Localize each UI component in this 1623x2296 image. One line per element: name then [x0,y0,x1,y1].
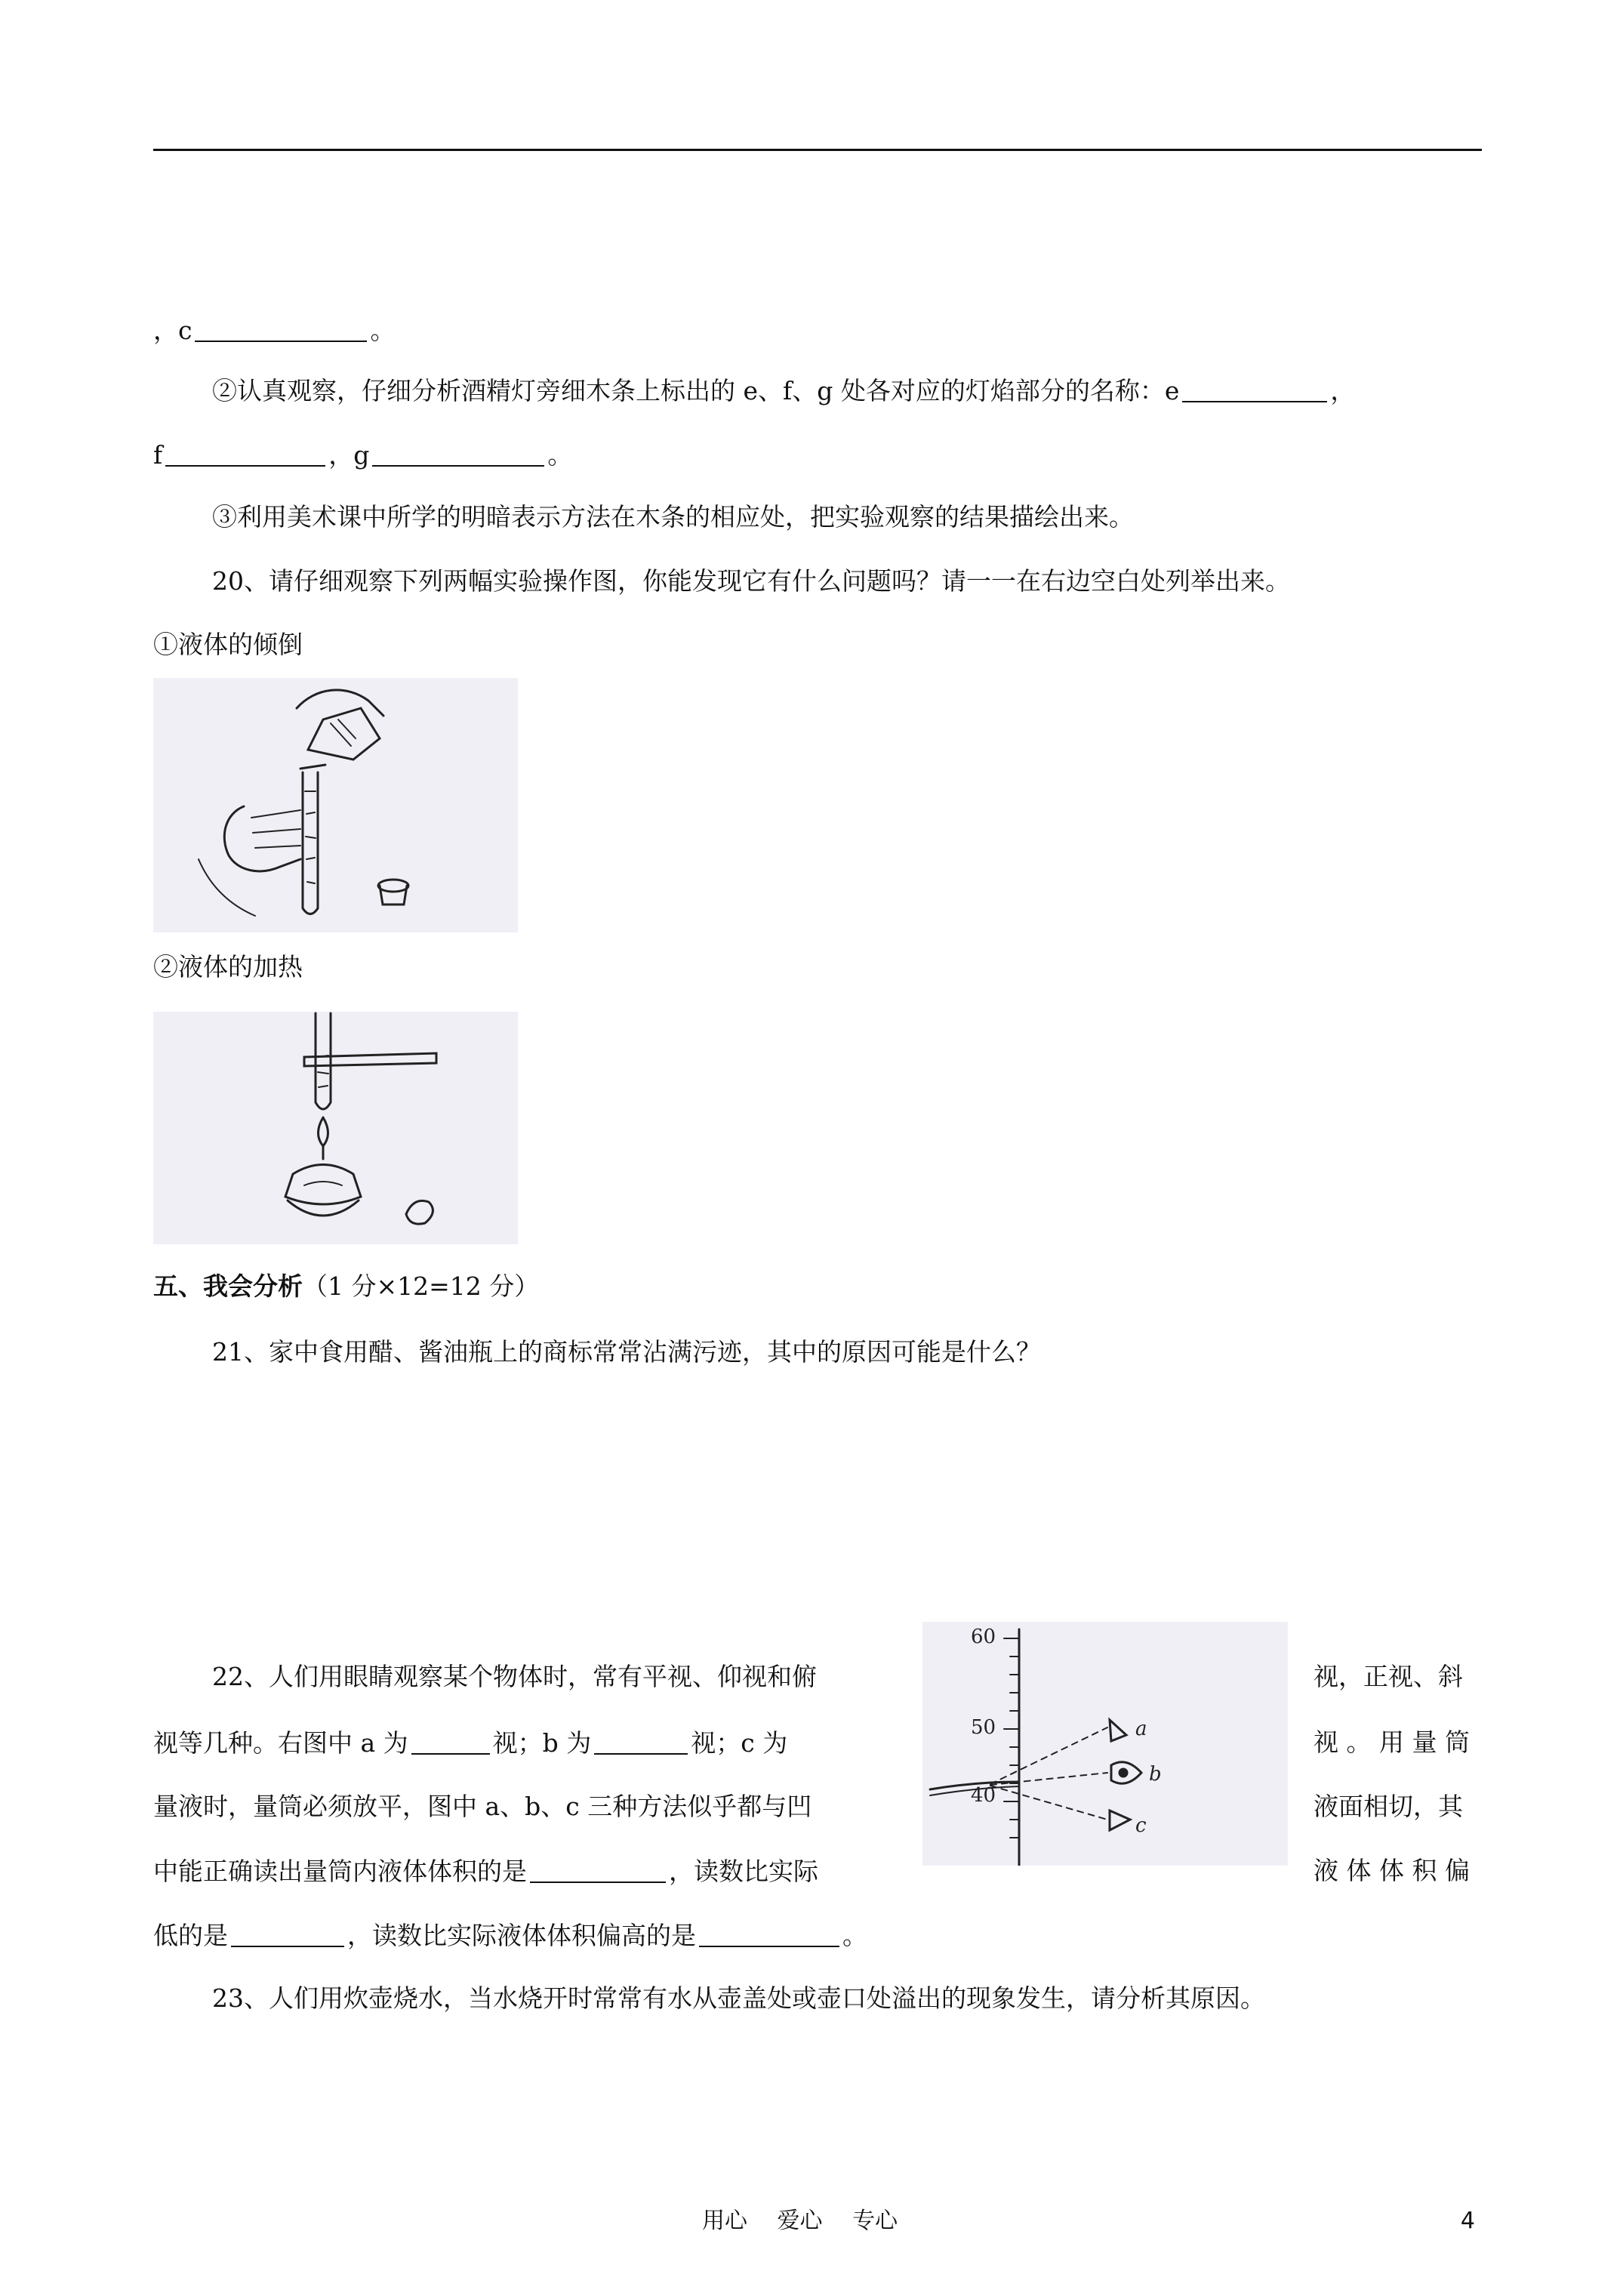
tick-label-60: 60 [971,1626,996,1648]
blank-g[interactable] [372,436,544,467]
eye-label-a: a [1135,1718,1147,1740]
blank-c[interactable] [195,312,367,342]
heating-drawing [153,1012,518,1244]
tick-label-50: 50 [971,1716,996,1739]
q19-item-2-fg: f ，g 。 [153,436,572,473]
sight-line-c [990,1786,1107,1820]
fig2-caption: ②液体的加热 [153,952,303,982]
q21-text: 21、家中食用醋、酱油瓶上的商标常常沾满污迹，其中的原因可能是什么？ [212,1337,1041,1367]
header-rule [153,149,1482,151]
hand-outline [297,690,383,716]
blank-a[interactable] [411,1724,490,1755]
liquid-heating-figure [153,1012,518,1244]
q22-line-4-right: 液 体 体 积 偏 [1313,1856,1470,1885]
test-tube-holder [304,1053,436,1066]
sight-line-a [990,1727,1107,1784]
q23-text: 23、人们用炊壶烧水，当水烧开时常常有水从壶盖处或壶口处溢出的现象发生，请分析其原因。 [212,1983,1265,2013]
q22-line-4-left: 中能正确读出量筒内液体体积的是 ，读数比实际 [153,1853,818,1890]
blank-high[interactable] [699,1917,839,1947]
blank-correct[interactable] [530,1853,666,1883]
blank-e[interactable] [1182,372,1327,402]
q22-line-2-right: 视 。 用 量 筒 [1313,1727,1470,1757]
q22-line-5: 低的是 ，读数比实际液体体积偏高的是 。 [153,1917,867,1954]
test-tube [303,772,318,914]
blank-low[interactable] [231,1917,344,1947]
alcohol-lamp [285,1165,361,1205]
cylinder-drawing [922,1622,1288,1866]
section-5-heading: 五、我会分析（1 分×12=12 分） [153,1271,540,1301]
graduated-cylinder-figure [922,1622,1288,1866]
q20-text: 20、请仔细观察下列两幅实验操作图，你能发现它有什么问题吗？请一一在右边空白处列举出来。 [212,566,1290,596]
eye-label-c: c [1135,1814,1147,1837]
q22-line-1-left: 22、人们用眼睛观察某个物体时，常有平视、仰视和俯 [212,1662,817,1691]
q22-line-3-right: 液面相切，其 [1313,1792,1463,1821]
page-number: 4 [1460,2208,1475,2234]
footer-motto: 用心 爱心 专心 [702,2208,898,2234]
bottle-mouth [300,765,325,769]
scale-ticks [1004,1638,1019,1838]
q22-line-3-left: 量液时，量筒必须放平，图中 a、b、c 三种方法似乎都与凹 [153,1792,812,1821]
blank-f[interactable] [165,436,325,467]
test-tube [316,1013,331,1109]
sight-line-b [990,1773,1107,1785]
q22-line-2-left: 视等几种。右图中 a 为 视；b 为 视；c 为 [153,1724,787,1761]
liquid-pouring-figure [153,678,518,932]
lamp-cap [406,1200,433,1224]
q19-item-3: ③利用美术课中所学的明暗表示方法在木条的相应处，把实验观察的结果描绘出来。 [212,502,1134,532]
q19-item-2: ②认真观察，仔细分析酒精灯旁细木条上标出的 e、f、g 处各对应的灯焰部分的名称：e ， [212,372,1355,409]
eye-a-shape [1110,1720,1126,1741]
bottle-stopper [378,880,408,892]
fig1-caption: ①液体的倾倒 [153,630,303,659]
tick-label-40: 40 [971,1784,996,1807]
q19-line-c: ，c 。 [153,312,395,349]
eye-c-shape [1110,1811,1130,1830]
q22-line-1-right: 视，正视、斜 [1313,1662,1463,1691]
reagent-bottle [308,708,380,760]
flame [319,1117,328,1146]
pouring-drawing [153,678,518,932]
blank-b[interactable] [594,1724,688,1755]
eye-label-b: b [1149,1763,1162,1786]
